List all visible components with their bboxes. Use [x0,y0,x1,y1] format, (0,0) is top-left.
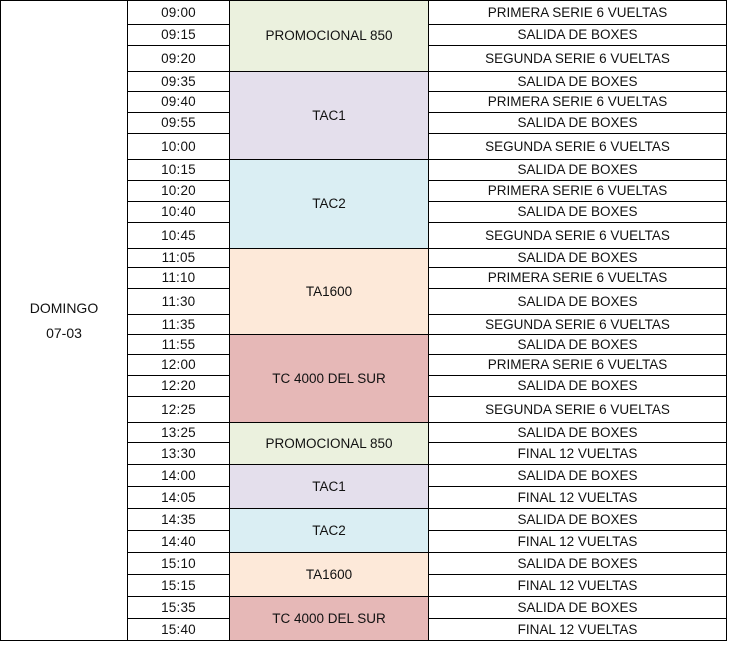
time-cell: 11:05 [128,249,230,268]
activity-cell: SALIDA DE BOXES [429,289,727,315]
category-cell: TAC2 [230,509,429,553]
activity-cell: SALIDA DE BOXES [429,113,727,134]
category-cell: TC 4000 DEL SUR [230,335,429,423]
time-cell: 09:20 [128,46,230,72]
schedule-body [1,1,727,641]
activity-cell: SEGUNDA SERIE 6 VUELTAS [429,223,727,249]
time-cell: 12:00 [128,355,230,376]
time-cell: 09:40 [128,92,230,113]
time-cell: 14:35 [128,509,230,531]
activity-cell: SEGUNDA SERIE 6 VUELTAS [429,315,727,335]
activity-cell: FINAL 12 VUELTAS [429,619,727,641]
time-cell: 15:40 [128,619,230,641]
activity-cell: SALIDA DE BOXES [429,423,727,443]
activity-cell: SEGUNDA SERIE 6 VUELTAS [429,397,727,423]
time-cell: 10:00 [128,134,230,160]
time-cell: 14:05 [128,487,230,509]
activity-cell: SALIDA DE BOXES [429,72,727,92]
day-label: DOMINGO [29,300,99,316]
category-cell: TAC1 [230,465,429,509]
activity-cell: SALIDA DE BOXES [429,553,727,575]
day-cell [1,1,128,641]
time-cell: 09:00 [128,1,230,25]
activity-cell: SALIDA DE BOXES [429,376,727,397]
activity-cell: PRIMERA SERIE 6 VUELTAS [429,181,727,202]
category-cell: TAC1 [230,72,429,160]
time-cell: 09:55 [128,113,230,134]
activity-cell: PRIMERA SERIE 6 VUELTAS [429,355,727,376]
activity-cell: FINAL 12 VUELTAS [429,575,727,597]
activity-cell: SEGUNDA SERIE 6 VUELTAS [429,134,727,160]
category-cell: TA1600 [230,553,429,597]
activity-cell: SALIDA DE BOXES [429,335,727,355]
time-cell: 11:30 [128,289,230,315]
time-cell: 15:10 [128,553,230,575]
category-cell: TC 4000 DEL SUR [230,597,429,641]
activity-cell: PRIMERA SERIE 6 VUELTAS [429,92,727,113]
time-cell: 11:55 [128,335,230,355]
category-cell: TAC2 [230,160,429,249]
time-cell: 09:15 [128,25,230,46]
activity-cell: SALIDA DE BOXES [429,249,727,268]
time-cell: 14:40 [128,531,230,553]
activity-cell: SALIDA DE BOXES [429,465,727,487]
time-cell: 10:45 [128,223,230,249]
time-cell: 13:25 [128,423,230,443]
category-cell: PROMOCIONAL 850 [230,423,429,465]
time-cell: 15:35 [128,597,230,619]
time-cell: 14:00 [128,465,230,487]
activity-cell: FINAL 12 VUELTAS [429,443,727,465]
time-cell: 10:20 [128,181,230,202]
activity-cell: FINAL 12 VUELTAS [429,487,727,509]
category-cell: TA1600 [230,249,429,335]
time-cell: 12:20 [128,376,230,397]
time-cell: 10:15 [128,160,230,181]
time-cell: 15:15 [128,575,230,597]
time-cell: 09:35 [128,72,230,92]
time-cell: 12:25 [128,397,230,423]
table-row [1,1,727,25]
time-cell: 10:40 [128,202,230,223]
activity-cell: SALIDA DE BOXES [429,509,727,531]
activity-cell: SALIDA DE BOXES [429,597,727,619]
day-date: 07-03 [46,324,82,341]
activity-cell: SALIDA DE BOXES [429,160,727,181]
activity-cell: PRIMERA SERIE 6 VUELTAS [429,268,727,289]
time-cell: 13:30 [128,443,230,465]
time-cell: 11:10 [128,268,230,289]
activity-cell: SALIDA DE BOXES [429,202,727,223]
time-cell: 11:35 [128,315,230,335]
activity-cell: FINAL 12 VUELTAS [429,531,727,553]
category-cell: PROMOCIONAL 850 [230,1,429,72]
activity-cell: SALIDA DE BOXES [429,25,727,46]
activity-cell: SEGUNDA SERIE 6 VUELTAS [429,46,727,72]
activity-cell: PRIMERA SERIE 6 VUELTAS [429,1,727,25]
